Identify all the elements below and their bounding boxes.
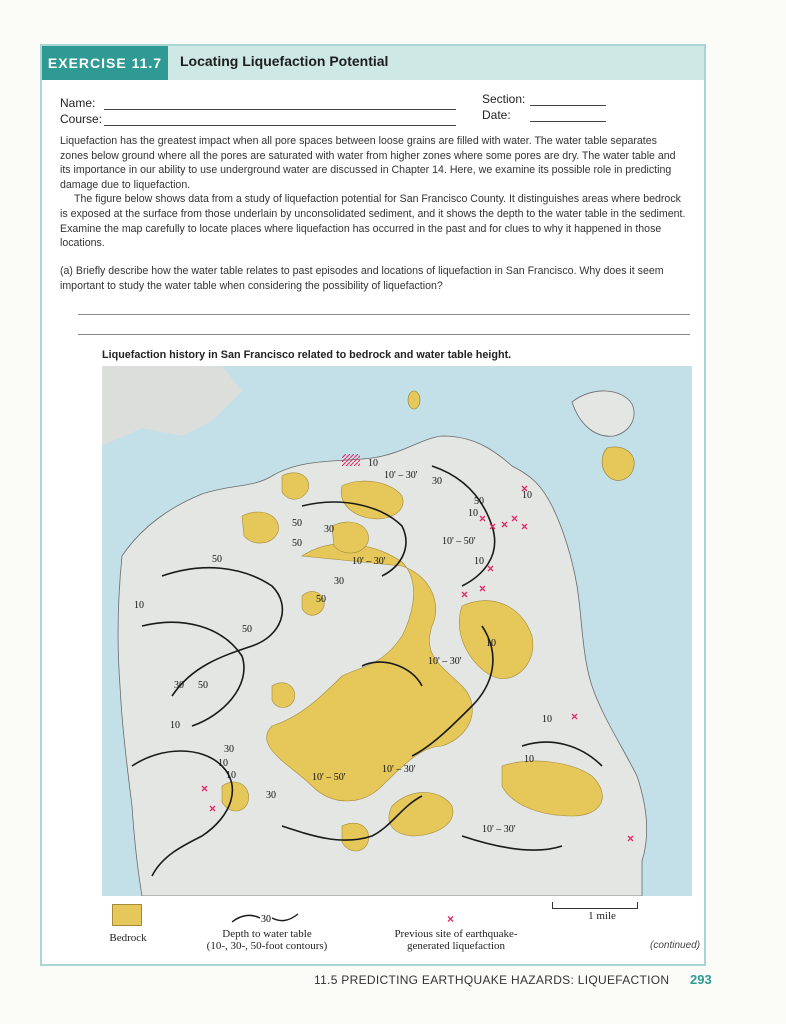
contour-label: 10 xyxy=(542,714,552,725)
marina-liquefaction-area xyxy=(342,454,360,466)
exercise-header xyxy=(42,46,704,80)
contour-label: 30 xyxy=(334,576,344,587)
exercise-title: Locating Liquefaction Potential xyxy=(180,53,389,69)
contour-label: 10 xyxy=(170,720,180,731)
contour-label: 10 xyxy=(524,754,534,765)
contour-legend-value: 30 xyxy=(261,914,271,925)
name-field[interactable] xyxy=(60,96,95,110)
contour-label: 30 xyxy=(324,524,334,535)
contour-label: 10 xyxy=(134,600,144,611)
contour-label: 30 xyxy=(224,744,234,755)
intro-paragraph-1: Liquefaction has the greatest impact when all pore spaces between loose grains are filled with water. The water table separates zones below ground where all the pores are saturated with water from higher zones where some pores are dry. The water table and its importance in our ability to use underground water are discussed in Chapter 14. Here, we examine its possible role in predicting damage due to liquefaction. xyxy=(60,135,676,191)
exercise-frame xyxy=(40,44,706,966)
intro-text xyxy=(60,134,688,251)
date-field[interactable] xyxy=(482,108,511,122)
liquefaction-legend-icon: × xyxy=(447,912,455,926)
liquefaction-map xyxy=(102,366,692,896)
contour-label: 50 xyxy=(242,624,252,635)
name-line xyxy=(104,109,456,110)
contour-label: 30 xyxy=(174,680,184,691)
bedrock-swatch xyxy=(112,904,142,926)
footer-section-title: 11.5 PREDICTING EARTHQUAKE HAZARDS: LIQUEFACTION xyxy=(314,973,670,987)
contour-label: 10 xyxy=(474,556,484,567)
liquefaction-legend-line-2: generated liquefaction xyxy=(406,940,506,952)
answer-line-2[interactable] xyxy=(78,334,690,335)
contour-label: 50 xyxy=(292,538,302,549)
intro-paragraph-2: The figure below shows data from a study of liquefaction potential for San Francisco County. It distinguishes areas where bedrock is exposed at the surface from those underlain by unconsolidated sediment, and it shows the depth to the water table in the sediment. Examine the map carefully to locate places where liquefaction has occurred in the past and for clues to why it happened in those locations. xyxy=(60,193,686,250)
name-label: Name: xyxy=(60,96,96,110)
contour-legend-line-1: Depth to water table xyxy=(222,928,312,940)
contour-label: 10 xyxy=(486,638,496,649)
contour-legend-label xyxy=(182,928,352,952)
course-field[interactable] xyxy=(60,112,102,126)
contour-label: 50 xyxy=(474,496,484,507)
contour-legend-sample xyxy=(230,910,300,926)
course-line xyxy=(104,125,456,126)
section-field[interactable] xyxy=(482,92,525,106)
contour-label: 50 xyxy=(316,594,326,605)
yerba-buena-island xyxy=(602,447,634,480)
contour-label: 10 xyxy=(468,508,478,519)
contour-label: 10 xyxy=(218,758,228,769)
question-a-label: (a) xyxy=(60,265,73,277)
contour-label: 10' – 30' xyxy=(482,824,516,835)
liquefaction-legend-line-1: Previous site of earthquake- xyxy=(394,928,518,940)
date-label: Date: xyxy=(482,108,511,122)
contour-legend-line-2: (10-, 30-, 50-foot contours) xyxy=(206,940,328,952)
contour-label: 50 xyxy=(292,518,302,529)
scale-bar xyxy=(552,902,638,909)
contour-label: 10 xyxy=(522,490,532,501)
contour-label: 10' – 30' xyxy=(382,764,416,775)
section-line xyxy=(530,105,606,106)
contour-label: 30 xyxy=(266,790,276,801)
contour-label: 10 xyxy=(226,770,236,781)
contour-label: 10' – 30' xyxy=(352,556,386,567)
contour-label: 50 xyxy=(198,680,208,691)
continued-note: (continued) xyxy=(650,940,701,951)
alcatraz-island xyxy=(408,391,420,409)
contour-label: 10' – 50' xyxy=(312,772,346,783)
question-a-text: Briefly describe how the water table relates to past episodes and locations of liquefaction in San Francisco. Why does it seem important to study the water table when considering the possibility of liquefaction? xyxy=(60,265,664,292)
liquefaction-legend-label xyxy=(376,928,536,952)
bedrock-label: Bedrock xyxy=(109,932,147,944)
scale-label: 1 mile xyxy=(588,910,616,922)
contour-label: 10' – 30' xyxy=(428,656,462,667)
exercise-number: EXERCISE 11.7 xyxy=(42,46,168,80)
page-number: 293 xyxy=(690,972,712,987)
contour-label: 30 xyxy=(432,476,442,487)
contour-label: 50 xyxy=(212,554,222,565)
date-line xyxy=(530,121,606,122)
figure-title: Liquefaction history in San Francisco related to bedrock and water table height. xyxy=(102,349,512,361)
contour-label: 10' – 30' xyxy=(384,470,418,481)
answer-line-1[interactable] xyxy=(78,314,690,315)
contour-label: 10' – 50' xyxy=(442,536,476,547)
contour-label: 10 xyxy=(368,458,378,469)
question-a xyxy=(60,264,688,293)
course-label: Course: xyxy=(60,112,103,126)
section-label: Section: xyxy=(482,92,526,106)
